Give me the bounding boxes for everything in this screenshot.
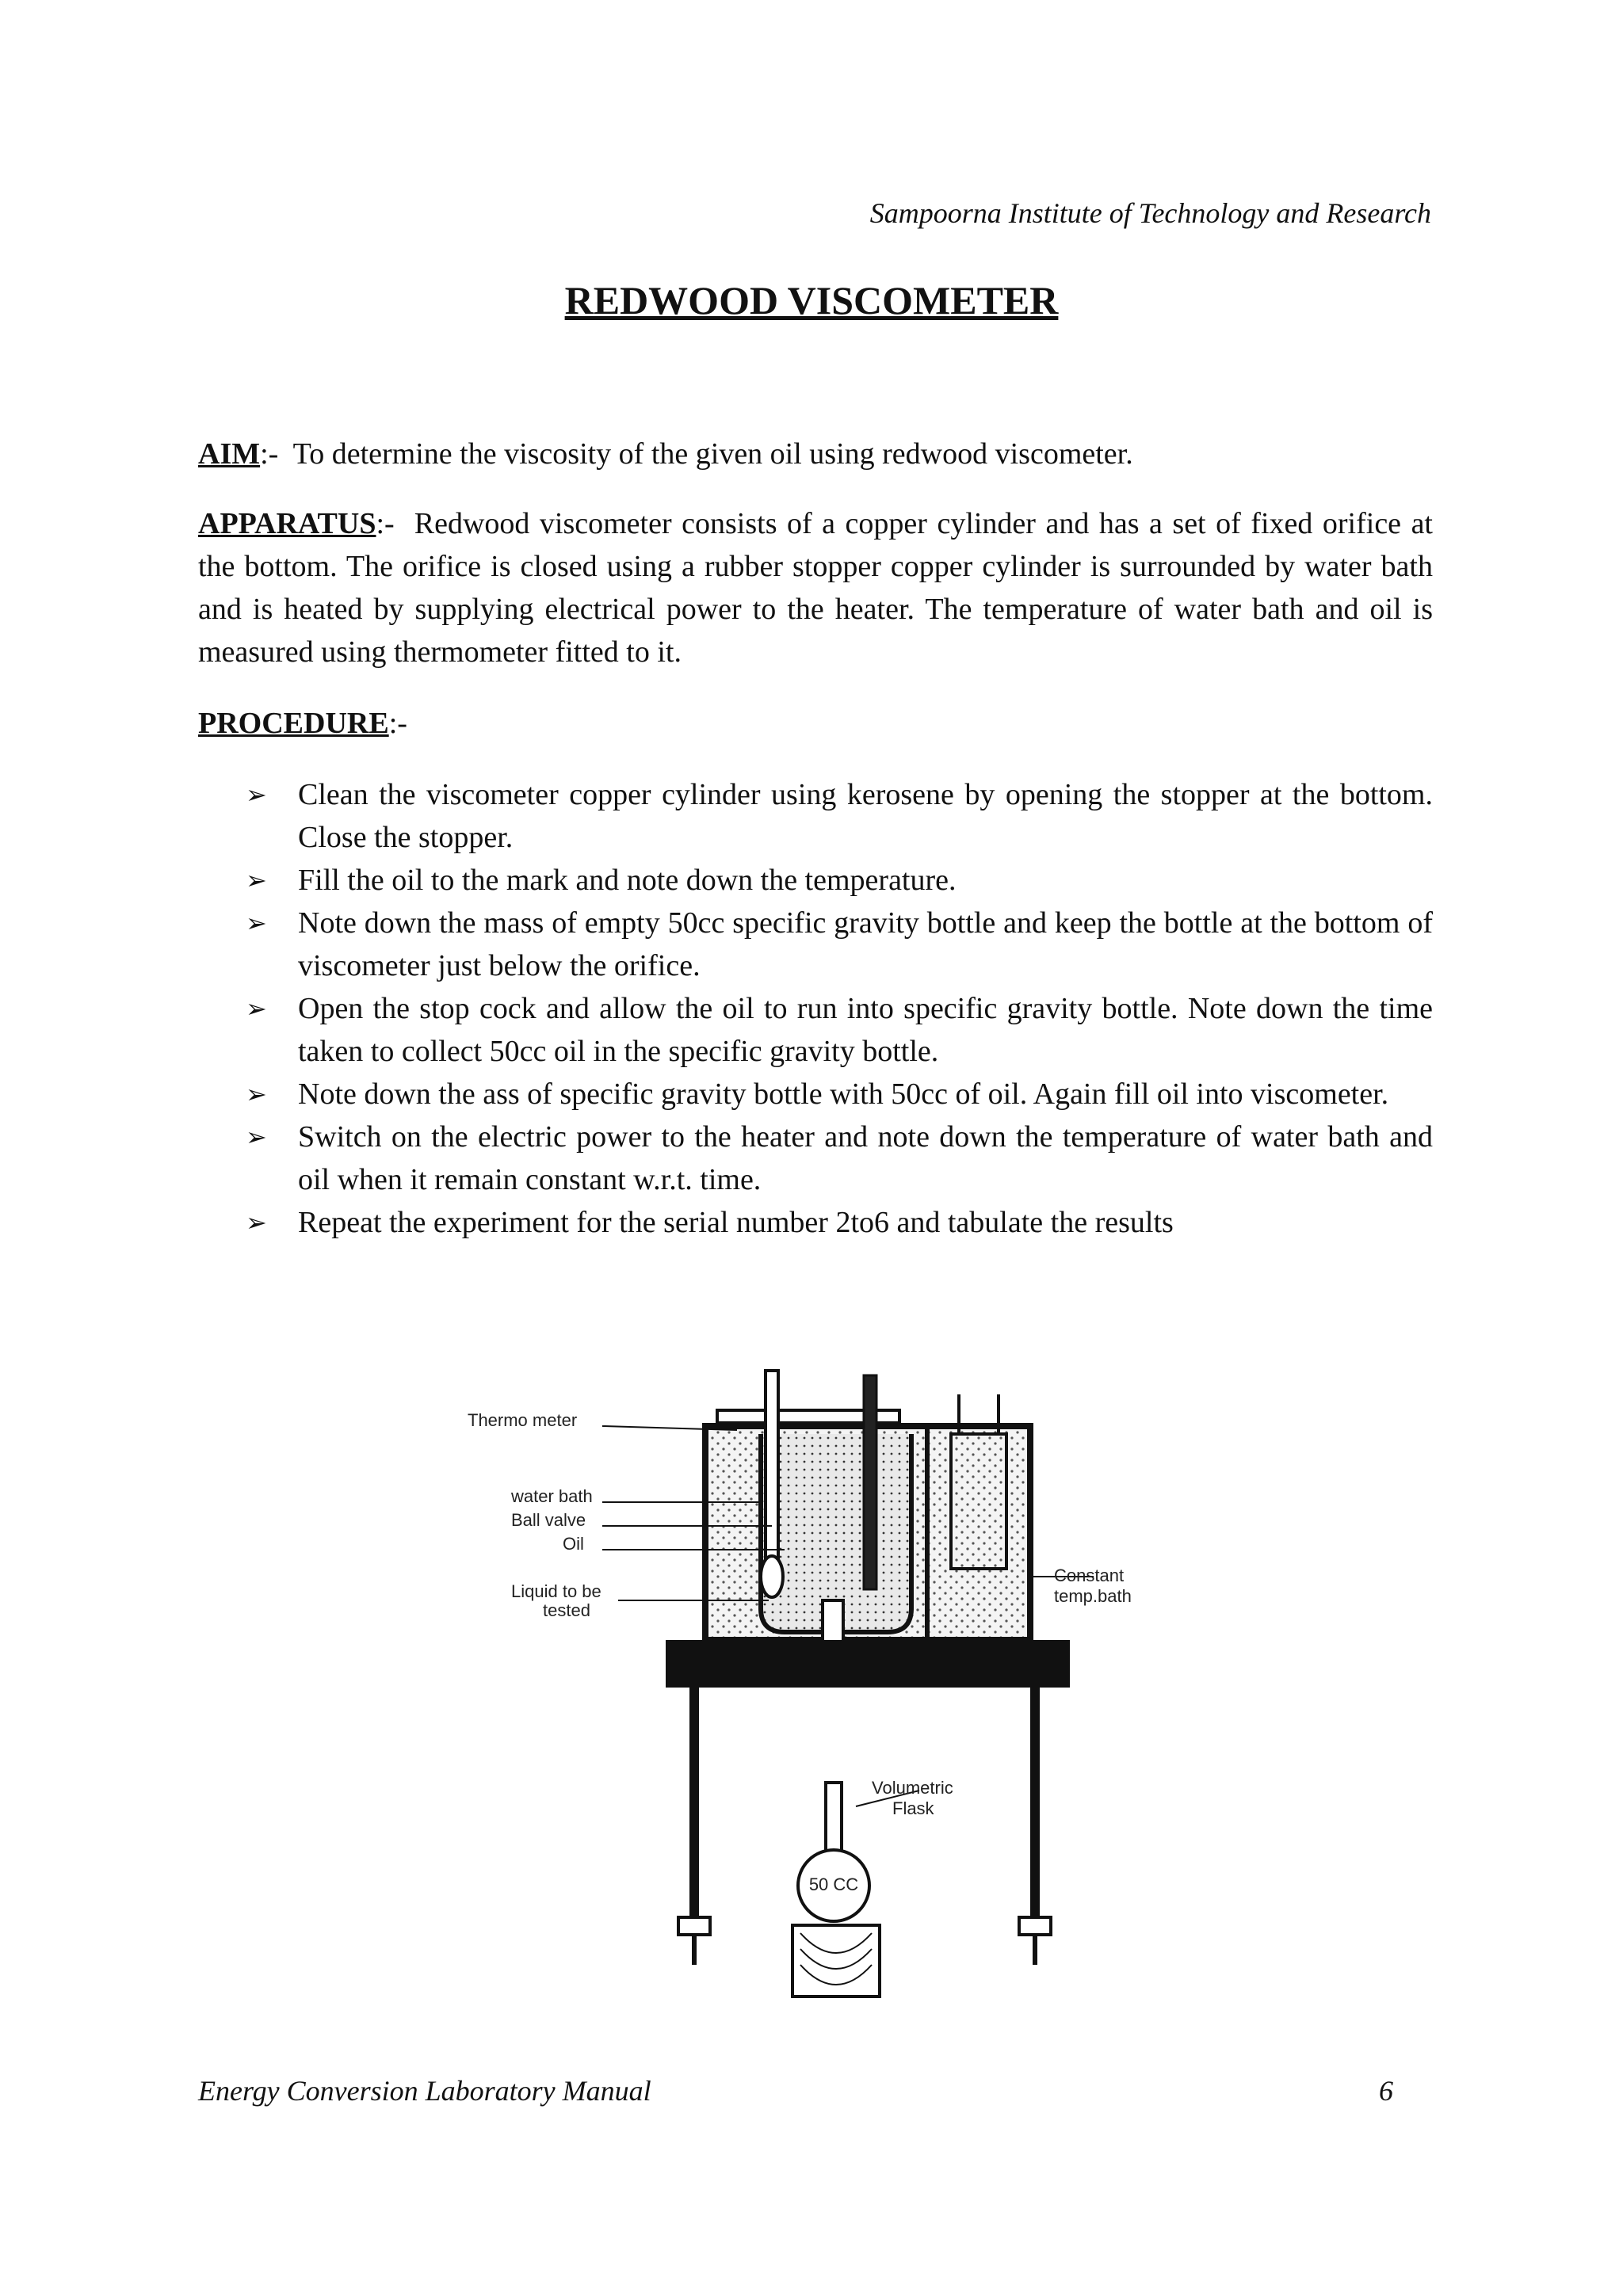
thermometer — [766, 1371, 778, 1561]
list-item: ➢ Open the stop cock and allow the oil to run into specific gravity bottle. Note down the time taken to collect 50cc oil in the specific gravity bottle. — [246, 987, 1433, 1073]
arrow-bullet-icon: ➢ — [246, 780, 267, 810]
label-flask-line2: Flask — [892, 1798, 934, 1818]
institute-header: Sampoorna Institute of Technology and Research — [869, 197, 1431, 229]
label-thermometer: Thermo meter — [468, 1410, 578, 1430]
aim-separator: :- — [260, 437, 279, 471]
flask-volume-label: 50 CC — [808, 1875, 859, 1894]
list-item: ➢ Repeat the experiment for the serial number 2to6 and tabulate the results — [246, 1201, 1433, 1244]
label-oil: Oil — [563, 1534, 584, 1554]
footer-manual-title: Energy Conversion Laboratory Manual — [198, 2075, 651, 2107]
leg-right — [1030, 1688, 1040, 1917]
label-constant-line1: Constant — [1054, 1566, 1125, 1585]
list-item: ➢ Note down the mass of empty 50cc specific gravity bottle and keep the bottle at the bottom of viscometer just below the orifice. — [246, 902, 1433, 987]
apparatus-text: Redwood viscometer consists of a copper cylinder and has a set of fixed orifice at the bottom. The orifice is closed using a rubber stopper copper cylinder is surrounded by water bath and is heated by supplying electrical power to the heater. The temperature of water bath and oil is measured using thermometer fitted to it. — [198, 507, 1433, 669]
base-plate — [666, 1640, 1070, 1688]
apparatus-label: APPARATUS — [198, 507, 376, 540]
list-item: ➢ Fill the oil to the mark and note down the temperature. — [246, 859, 1433, 902]
procedure-steps — [246, 773, 1433, 1244]
list-item: ➢ Switch on the electric power to the heater and note down the temperature of water bath and oil when it remain constant w.r.t. time. — [246, 1116, 1433, 1201]
arrow-bullet-icon: ➢ — [246, 1079, 267, 1109]
list-item: ➢ Note down the ass of specific gravity bottle with 50cc of oil. Again fill oil into viscometer. — [246, 1073, 1433, 1116]
procedure-label: PROCEDURE — [198, 707, 389, 740]
procedure-heading — [198, 702, 1433, 745]
arrow-bullet-icon: ➢ — [246, 908, 267, 938]
label-liquid-line2: tested — [543, 1600, 590, 1620]
label-water-bath: water bath — [511, 1486, 593, 1506]
flask-neck — [826, 1783, 842, 1854]
viscometer-diagram — [444, 1347, 1173, 2012]
aim-label: AIM — [198, 437, 261, 471]
page-number: 6 — [1379, 2075, 1393, 2107]
aim-text: To determine the viscosity of the given oil using redwood viscometer. — [292, 437, 1133, 471]
page-title: REDWOOD VISCOMETER — [564, 278, 1059, 322]
leg-left — [689, 1688, 699, 1917]
arrow-bullet-icon: ➢ — [246, 994, 267, 1024]
flask-stand — [792, 1925, 880, 1997]
aim-section — [198, 433, 1433, 475]
label-ball-valve: Ball valve — [511, 1510, 586, 1530]
label-liquid-line1: Liquid to be — [511, 1581, 601, 1601]
arrow-bullet-icon: ➢ — [246, 1207, 267, 1238]
list-item: ➢ Clean the viscometer copper cylinder using kerosene by opening the stopper at the bottom. Close the stopper. — [246, 773, 1433, 859]
ball-valve-rod — [864, 1375, 876, 1589]
apparatus-separator: :- — [376, 507, 395, 540]
procedure-separator: :- — [388, 707, 407, 740]
label-flask-line1: Volumetric — [872, 1778, 953, 1798]
arrow-bullet-icon: ➢ — [246, 1122, 267, 1152]
apparatus-section — [198, 502, 1433, 673]
arrow-bullet-icon: ➢ — [246, 865, 267, 895]
label-constant-line2: temp.bath — [1054, 1586, 1132, 1606]
